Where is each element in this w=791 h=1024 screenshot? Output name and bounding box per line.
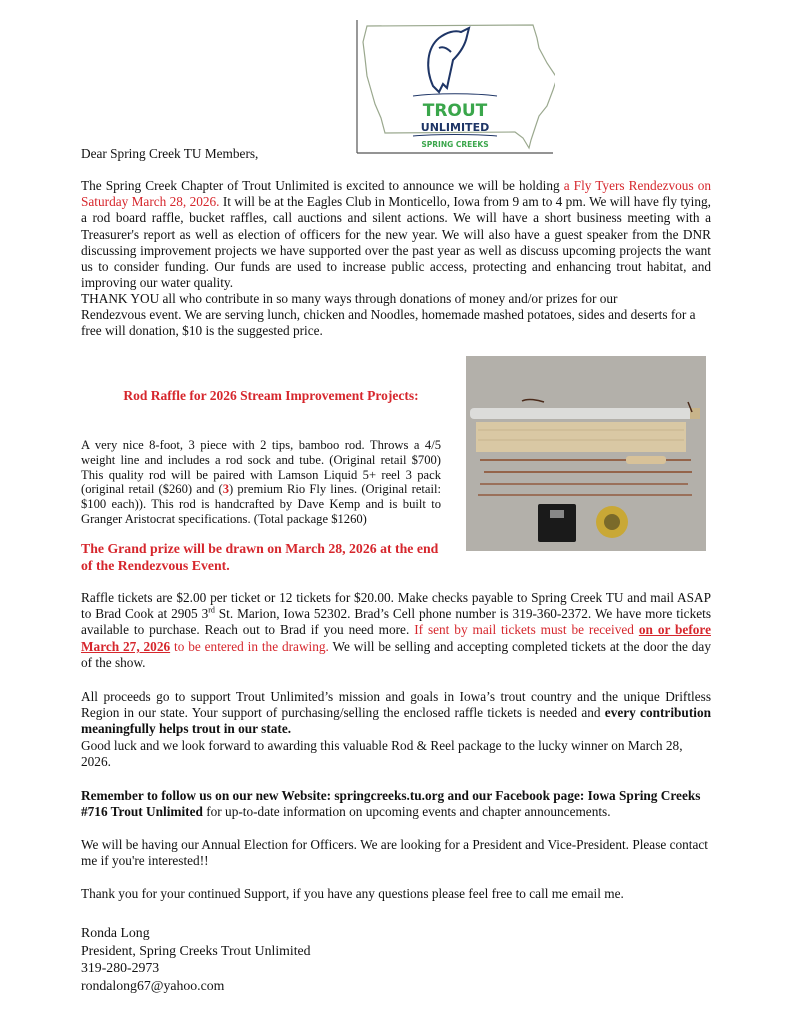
intro-paragraph [81,178,711,291]
intro-text-cont: It will be at the Eagles Club in Monticello, Iowa from 9 am to 4 pm. We will have fly tying, a rod board raffle, bucket raffles, call auctions and silent actions. We will have a short business meeting with a Treasurer's report as well as election of officers for the new year. We will also have a guest speaker from the DNR discussing improvement projects we have supported over the past year as well as discuss upcoming projects the want us to consider funding. Our funds are used to increase public access, protecting and enhancing trout habitat, and improving our water quality. [81,194,711,291]
ordinal-sup: rd [208,605,215,615]
rod-sock [476,422,686,452]
signature-block [81,924,311,994]
water-line-bottom [413,135,497,137]
follow-links: Remember to follow us on our new Website: springcreeks.tu.org and our Facebook page: Iowa Spring Creeks #716 Trout Unlimited [81,788,701,820]
tickets-text: Raffle tickets are $2.00 per ticket or 12 tickets for $20.00. Make checks payable to Spring Creek TU and mail ASAP to Brad Cook at 2905 3 [81,590,711,622]
rod-desc-text: A very nice 8-foot, 3 piece with 2 tips, bamboo rod. Throws a 4/5 weight line and includes a rod sock and tube. (Original retail $700) This quality rod will be paired with Lamson Liquid 5+ reel 3 pack (original retail ($260) and ( [81,438,441,497]
logo-trout-text: TROUT [422,101,488,121]
signer-title: President, Spring Creeks Trout Unlimited [81,942,311,958]
logo-spring-creeks-text: SPRING CREEKS [421,140,489,149]
good-luck: Good luck and we look forward to awarding this valuable Rod & Reel package to the lucky winner on March 28, 2026. [81,738,683,770]
greeting: Dear Spring Creek TU Members, [81,146,259,161]
rod-desc-text-cont: ) premium Rio Fly lines. (Original retail: $100 each)). This rod is handcrafted by Dave Kemp and is built to Granger Aristocrat specifications. (Total package $1260) [81,482,442,526]
follow-paragraph [81,788,711,820]
proceeds-paragraph [81,689,711,738]
line-pouch [538,504,576,542]
election-notice: We will be having our Annual Election for Officers. We are looking for a President and Vice-President. Please contact me if you're interested!! [81,837,708,869]
raffle-title: Rod Raffle for 2026 Stream Improvement Projects: [123,388,419,403]
logo-unlimited-text: UNLIMITED [420,121,490,134]
proceeds-text: All proceeds go to support Trout Unlimited’s mission and goals in Iowa’s trout country and the unique Driftless Region in our state. Your support of purchasing/selling the enclosed raffle tickets is needed and [81,689,711,721]
signer-email: rondalong67@yahoo.com [81,977,225,993]
trout-unlimited-logo [355,18,555,155]
tickets-text-end: We will be selling and accepting completed tickets at the door the day of the show. [81,638,711,670]
proceeds-bold: every contribution meaningfully helps trout in our state. [81,705,711,737]
event-highlight: a Fly Tyers Rendezvous on Saturday March 28, 2026. [81,178,711,210]
thanks-line: THANK YOU all who contribute in so many ways through donations of money and/or prizes for our [81,291,618,306]
grand-prize-notice: The Grand prize will be drawn on March 28, 2026 at the end of the Rendezvous Event. [81,541,439,573]
follow-text: for up-to-date information on upcoming events and chapter announcements. [202,804,611,820]
deadline: on or before March 27, 2026 [81,622,711,654]
rod-desc-number: 3 [222,482,230,497]
signer-name: Ronda Long [81,925,150,940]
mail-notice: If sent by mail tickets must be received [414,622,639,638]
water-line-top [413,94,497,96]
mail-notice-cont: to be entered in the drawing. [170,638,329,654]
rod-description [81,438,441,527]
tickets-paragraph [81,590,711,671]
intro-text: The Spring Creek Chapter of Trout Unlimited is excited to announce we will be holding [81,178,564,193]
rod-reel-photo [466,356,706,551]
cork-grip [626,456,666,464]
tickets-text-cont: St. Marion, Iowa 52302. Brad’s Cell phone number is 319-360-2372. We have more tickets available to purchase. Reach out to Brad if you need more. [81,606,711,638]
rod-tube [470,408,700,419]
trout-fish-icon [428,28,469,92]
thanks-rest: Rendezvous event. We are serving lunch, chicken and Noodles, homemade mashed potatoes, sides and deserts for a free will donation, $10 is the suggested price. [81,307,696,339]
signer-phone: 319-280-2973 [81,960,160,975]
closing-line: Thank you for your continued Support, if you have any questions please feel free to call me email me. [81,886,624,901]
